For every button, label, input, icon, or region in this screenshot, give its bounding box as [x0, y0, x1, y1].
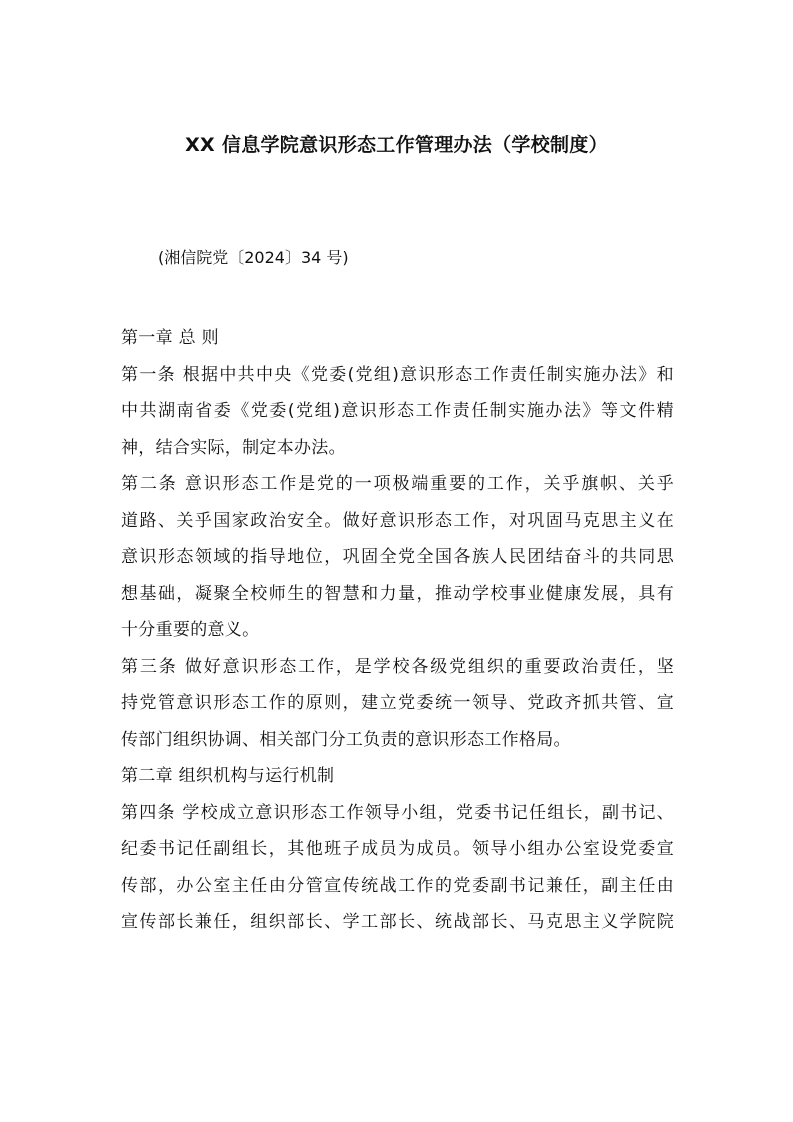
- document-number: (湘信院党〔2024〕34 号): [158, 248, 349, 267]
- body-text-line: 十分重要的意义。: [121, 620, 260, 640]
- body-text-line: 宣传部长兼任，组织部长、学工部长、统战部长、马克思主义学院院: [121, 912, 674, 932]
- body-text-line: 传部，办公室主任由分管宣传统战工作的党委副书记兼任，副主任由: [121, 875, 674, 896]
- body-text-line: 中共湖南省委《党委(党组)意识形态工作责任制实施办法》等文件精: [121, 401, 674, 421]
- body-text-line: 第二章 组织机构与运行机制: [121, 766, 335, 786]
- document-title: XX 信息学院意识形态工作管理办法（学校制度）: [185, 134, 608, 156]
- body-text-line: 持党管意识形态工作的原则，建立党委统一领导、党政齐抓共管、宣: [121, 693, 674, 713]
- document-body: [121, 320, 674, 941]
- body-text-line: 第四条 学校成立意识形态工作领导小组，党委书记任组长，副书记、: [121, 802, 674, 823]
- body-text-line: 想基础，凝聚全校师生的智慧和力量，推动学校事业健康发展，具有: [121, 583, 674, 604]
- body-text-line: 传部门组织协调、相关部门分工负责的意识形态工作格局。: [121, 729, 571, 750]
- body-text-line: 第三条 做好意识形态工作，是学校各级党组织的重要政治责任，坚: [121, 656, 674, 677]
- body-text-line: 第二条 意识形态工作是党的一项极端重要的工作，关乎旗帜、关乎: [121, 474, 674, 494]
- body-text-line: 第一条 根据中共中央《党委(党组)意识形态工作责任制实施办法》和: [121, 364, 674, 385]
- body-text-line: 神，结合实际，制定本办法。: [121, 437, 346, 458]
- body-text-line: 纪委书记任副组长，其他班子成员为成员。领导小组办公室设党委宣: [121, 839, 674, 859]
- body-text-line: 道路、关乎国家政治安全。做好意识形态工作，对巩固马克思主义在: [121, 510, 674, 531]
- body-text-line: 意识形态领域的指导地位，巩固全党全国各族人民团结奋斗的共同思: [121, 547, 674, 567]
- body-text-line: 第一章 总 则: [121, 328, 219, 348]
